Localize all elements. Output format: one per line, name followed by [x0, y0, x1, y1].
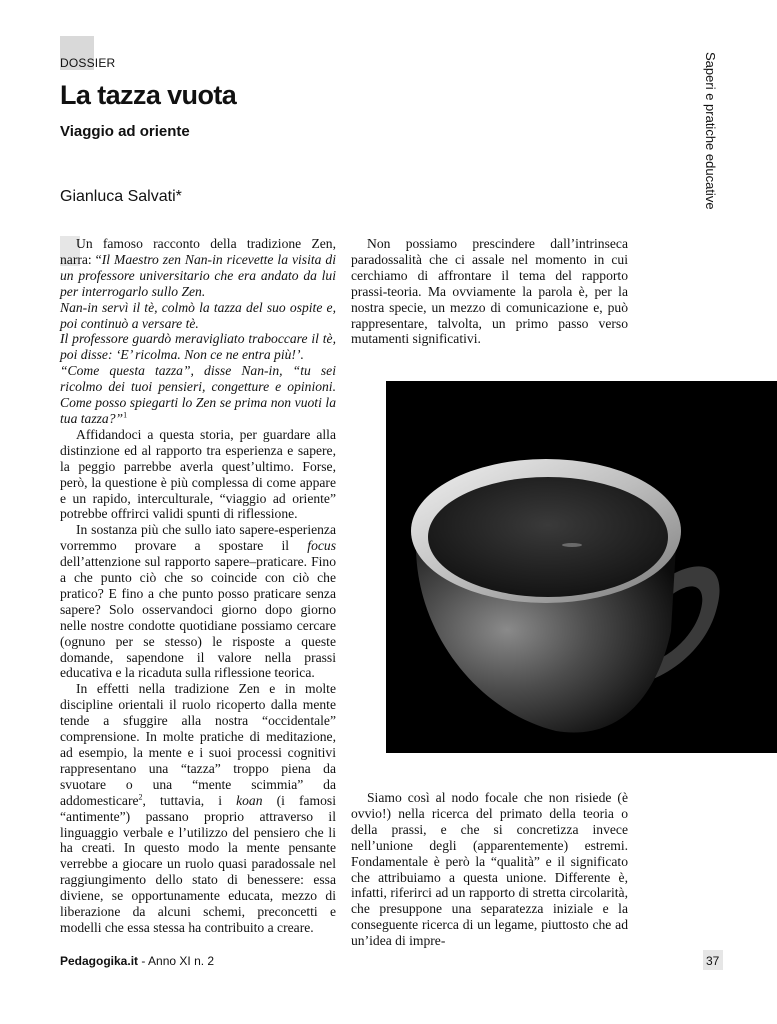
paragraph: Siamo così al nodo focale che non risiede (è ovvio!) nella ricerca del primato della teoria o della prassi, e che si concretizza invece nell’unione degli (apparentemente) estremi. Fondamentale è però la “qualità” e il significato che attribuiamo a questa unione. Differente è, infatti, riferirci ad un rapporto di stretta circolarità, che presuppone una separatezza iniziale e la conseguente ricerca di un legame, piuttosto che ad un’idea di impre- [351, 790, 628, 949]
footnote-ref-2: 2 [138, 792, 143, 802]
column-right-bottom [351, 790, 628, 949]
column-left [60, 236, 336, 936]
paragraph: In effetti nella tradizione Zen e in molte discipline orientali il ruolo ricoperto dalla mente tende a sfuggire alla nostra “occidentale” comprensione. In molte pratiche di meditazione, ad esempio, la mente e i suoi processi cognitivi rappresentano una “tazza” troppo piena da svuotare o una “mente scimmia” da addomesticare$^2$, tuttavia, i koan (i famosi “antimente”) passano proprio attraverso il linguaggio verbale e l’utilizzo del pensiero che li ha creati. In questo modo la mente pensante verrebbe a giocare un ruolo quasi paradossale nel raggiungimento dello stato di benessere: essa diviene, se opportunamente educata, mezzo di liberazione da alcuni schemi, preconcetti e modelli che essa stessa ha contribuito a creare. [60, 681, 336, 935]
empty-cup-photo [386, 381, 777, 753]
section-label: DOSSIER [60, 56, 116, 70]
emphasis-focus: focus [307, 538, 336, 554]
paragraph: Non possiamo prescindere dall’intrinseca paradossalità che ci assale nel momento in cui cerchiamo di affrontare il tema del rapporto prassi-teoria. Ma ovviamente la parola è, per la nostra specie, un mezzo di comunicazione e, può rappresentare, talvolta, un primo passo verso mutamenti significativi. [351, 236, 628, 347]
paragraph: Affidandoci a questa storia, per guardare alla distinzione ed al rapporto tra esperienza e sapere, la peggio parrebbe averla quest’ultimo. Forse, però, la questione è più complessa di come appare e un rapido, interculturale, “viaggio ad oriente” potrebbe offrirci validi spunti di riflessione. [60, 426, 336, 522]
zen-quote: Il Maestro zen Nan-in ricevette la visita di un professore universitario che era andato da lui per interrogarlo sullo Zen. Nan-in servì il tè, colmò la tazza del suo ospite e, poi continuò a versare tè. Il professore guardò meravigliato traboccare il tè, poi disse: ‘E’ ricolma. Non ce ne entra più!’. “Come questa tazza”, disse Nan-in, “tu sei ricolmo dei tuoi pensieri, congetture e opinioni. Come posso spiegarti lo Zen se prima non vuoti la tua tazza?” [60, 251, 336, 426]
emphasis-koan: koan [236, 792, 263, 808]
cup-illustration [386, 381, 777, 753]
footer-journal [60, 954, 214, 968]
column-right-top [351, 236, 628, 347]
side-label: Saperi e pratiche educative [703, 52, 718, 210]
article-subtitle: Viaggio ad oriente [60, 123, 190, 140]
page-number: 37 [706, 954, 720, 968]
journal-issue: - Anno XI n. 2 [138, 954, 215, 968]
author-name: Gianluca Salvati* [60, 188, 182, 205]
article-title: La tazza vuota [60, 80, 237, 110]
journal-name: Pedagogika.it [60, 954, 139, 968]
side-running-head [700, 52, 724, 242]
footnote-ref-1: 1 [123, 410, 128, 420]
paragraph: In sostanza più che sullo iato sapere-esperienza vorremmo provare a spostare il focus dell’attenzione sul rapporto sapere–praticare. Fino a che punto ciò che so coincide con ciò che pratico? E fino a che punto posso praticare senza sapere? Solo osservandoci giorno dopo giorno nelle nostre condotte quotidiane possiamo cercare (ognuno per se stesso) le risposte a queste domande, sapendone il valore nella prassi educativa e la ricaduta sulla riflessione teorica. [60, 522, 336, 681]
paragraph-intro: Un famoso racconto della tradizione Zen, narra: “Il Maestro zen Nan-in ricevette la visita di un professore universitario che era andato da lui per interrogarlo sullo Zen. Nan-in servì il tè, colmò la tazza del suo ospite e, poi continuò a versare tè. Il professore guardò meravigliato traboccare il tè, poi disse: ‘E’ ricolma. Non ce ne entra più!’. “Come questa tazza”, disse Nan-in, “tu sei ricolmo dei tuoi pensieri, congetture e opinioni. Come posso spiegarti lo Zen se prima non vuoti la tua tazza?”$^1$ [60, 236, 336, 426]
